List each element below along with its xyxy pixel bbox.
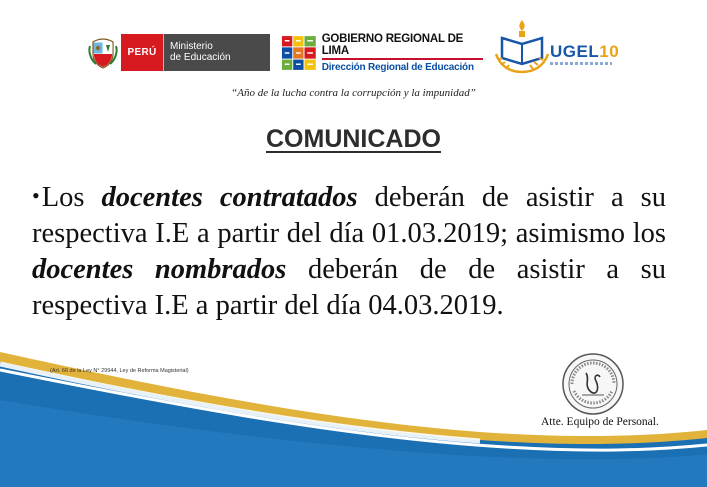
gore-subtitle: Dirección Regional de Educación [321, 62, 474, 73]
announcement-body [32, 178, 666, 324]
minedu-line2: de Educación [170, 52, 231, 63]
ugel-tagline-decoration [550, 62, 612, 65]
peru-label: PERÚ [121, 34, 163, 71]
title-text: COMUNICADO [266, 125, 441, 153]
signature-line: Atte. Equipo de Personal. [541, 416, 659, 428]
ugel-logo [492, 14, 620, 76]
gore-title: GOBIERNO REGIONAL DE LIMA [322, 33, 483, 60]
gore-lima-logo [281, 33, 483, 73]
bold-contratados: docentes contratados [101, 182, 358, 213]
ugel-number: 10 [599, 42, 620, 61]
official-seal-stamp-icon [560, 351, 626, 417]
bullet-icon: • [32, 183, 40, 208]
body-part-2: deberán de asistir a su respectiva I.E a partir del día 01.03.2019; asimismo los [32, 182, 666, 249]
body-part-1: Los [41, 182, 102, 213]
ugel-emblem-icon [492, 14, 552, 76]
peru-coat-of-arms-icon [85, 34, 121, 71]
gore-mosaic-icon [281, 34, 317, 72]
ugel-name [550, 42, 619, 62]
minedu-logo [85, 34, 270, 71]
year-motto: “Año de la lucha contra la corrupción y la impunidad” [231, 87, 476, 99]
body-part-3: deberán de de asistir a su respectiva I.E a partir del día 04.03.2019. [32, 254, 666, 321]
legal-reference: (Art. 66 de la Ley N° 29944, Ley de Reforma Magisterial) [50, 368, 189, 374]
minedu-line1: Ministerio [170, 41, 213, 52]
minedu-name [163, 34, 270, 71]
ugel-word: UGEL [550, 42, 600, 61]
bold-nombrados: docentes nombrados [32, 254, 287, 285]
page-title [0, 125, 707, 154]
